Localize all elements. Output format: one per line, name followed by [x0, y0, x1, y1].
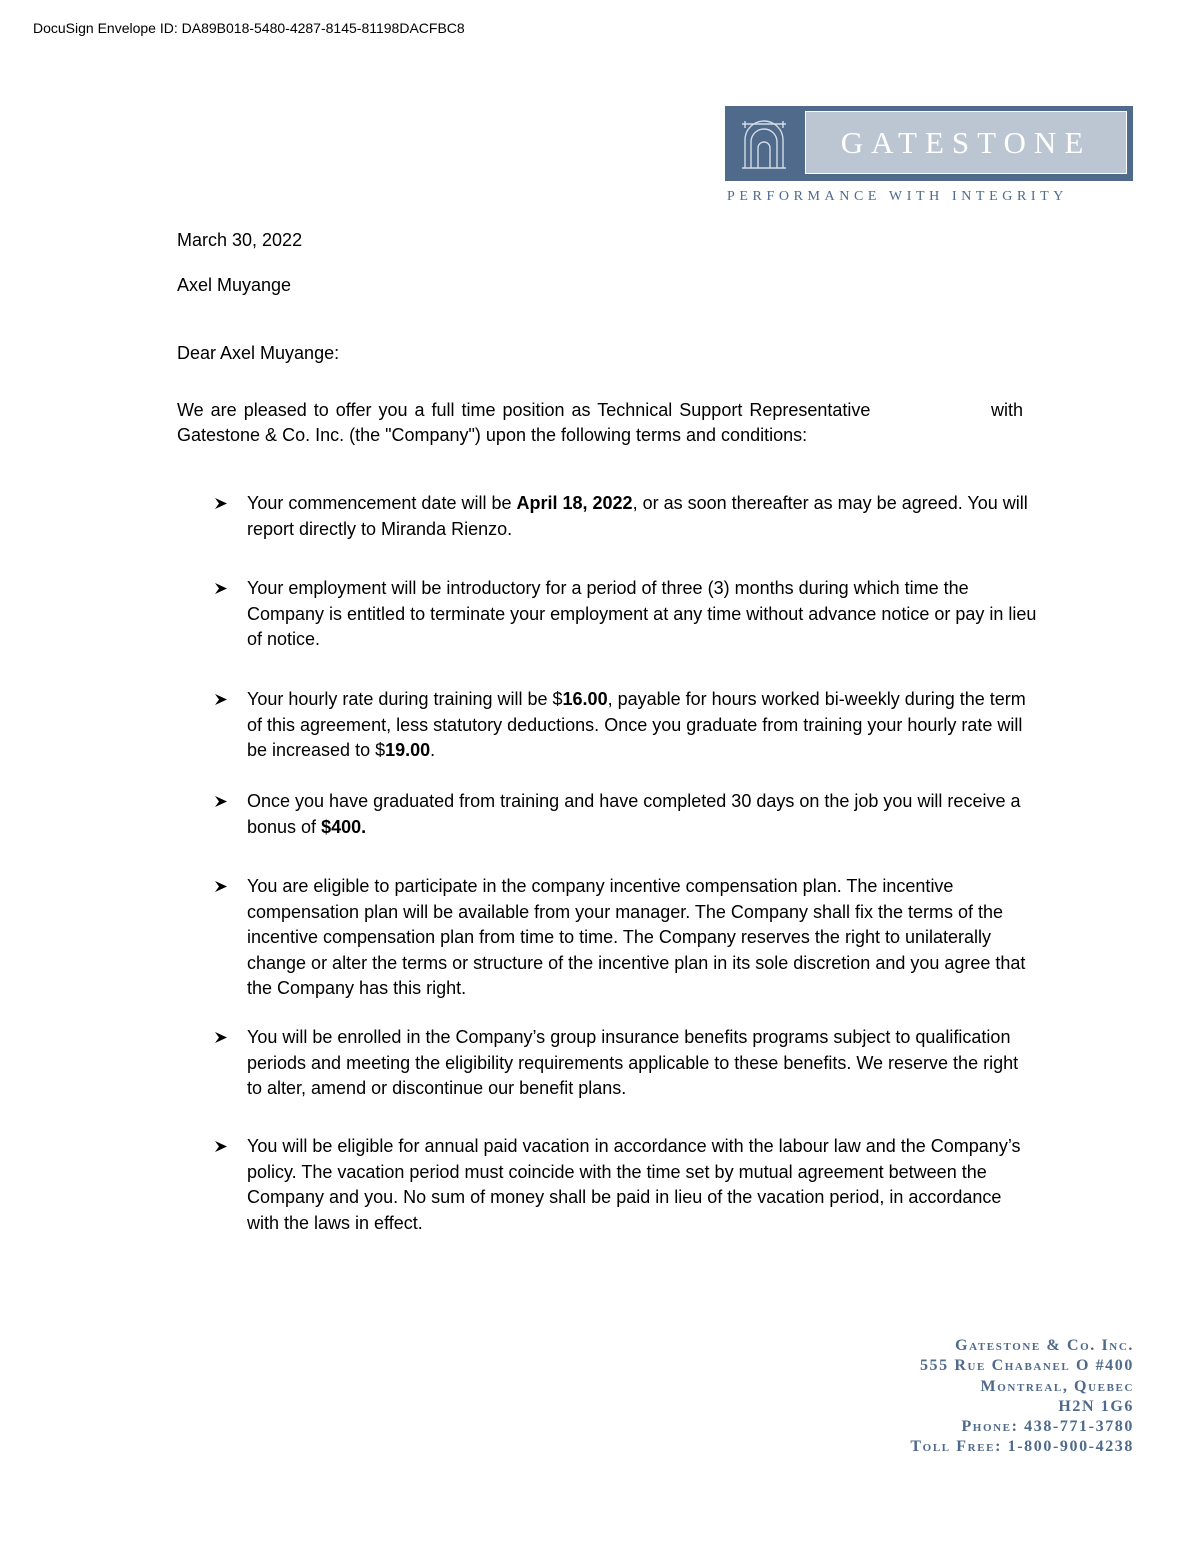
recipient-name: Axel Muyange [177, 275, 292, 295]
phone-number: Phone: 438-771-3780 [961, 1418, 1134, 1436]
letter-date: March 30, 2022 [177, 230, 303, 250]
arrow-bullet-icon [211, 874, 233, 899]
city-province: Montreal, Quebec [980, 1377, 1134, 1395]
arrow-bullet-icon [211, 1025, 233, 1050]
arrow-bullet-icon [211, 1134, 233, 1159]
logo-tagline: PERFORMANCE WITH INTEGRITY [727, 189, 1069, 204]
arrow-bullet-icon [211, 687, 233, 712]
street-address: 555 Rue Chabanel O #400 [919, 1357, 1134, 1375]
arrow-bullet-icon [211, 789, 233, 814]
docusign-envelope-id: DocuSign Envelope ID: DA89B018-5480-4287-8145-81198DACFBC8 [33, 20, 465, 36]
company-address-block [910, 1336, 1134, 1458]
arrow-bullet-icon [211, 576, 233, 601]
arrow-bullet-icon [211, 491, 233, 516]
intro-line-2: Gatestone & Co. Inc. (the "Company") upon the following terms and conditions: [177, 425, 808, 445]
salutation: Dear Axel Muyange: [177, 343, 340, 363]
intro-paragraph [177, 398, 1023, 448]
logo-wordmark: GATESTONE [805, 111, 1127, 174]
company-name: Gatestone & Co. Inc. [955, 1337, 1134, 1354]
toll-free-number: Toll Free: 1-800-900-4238 [910, 1438, 1134, 1456]
postal-code: H2N 1G6 [1058, 1397, 1134, 1415]
intro-line-1: We are pleased to offer you a full time position as Technical Support Representative [177, 400, 871, 420]
gatestone-logo [725, 106, 1133, 181]
arch-gate-icon [739, 118, 789, 170]
intro-line-1-end: with [990, 400, 1023, 420]
